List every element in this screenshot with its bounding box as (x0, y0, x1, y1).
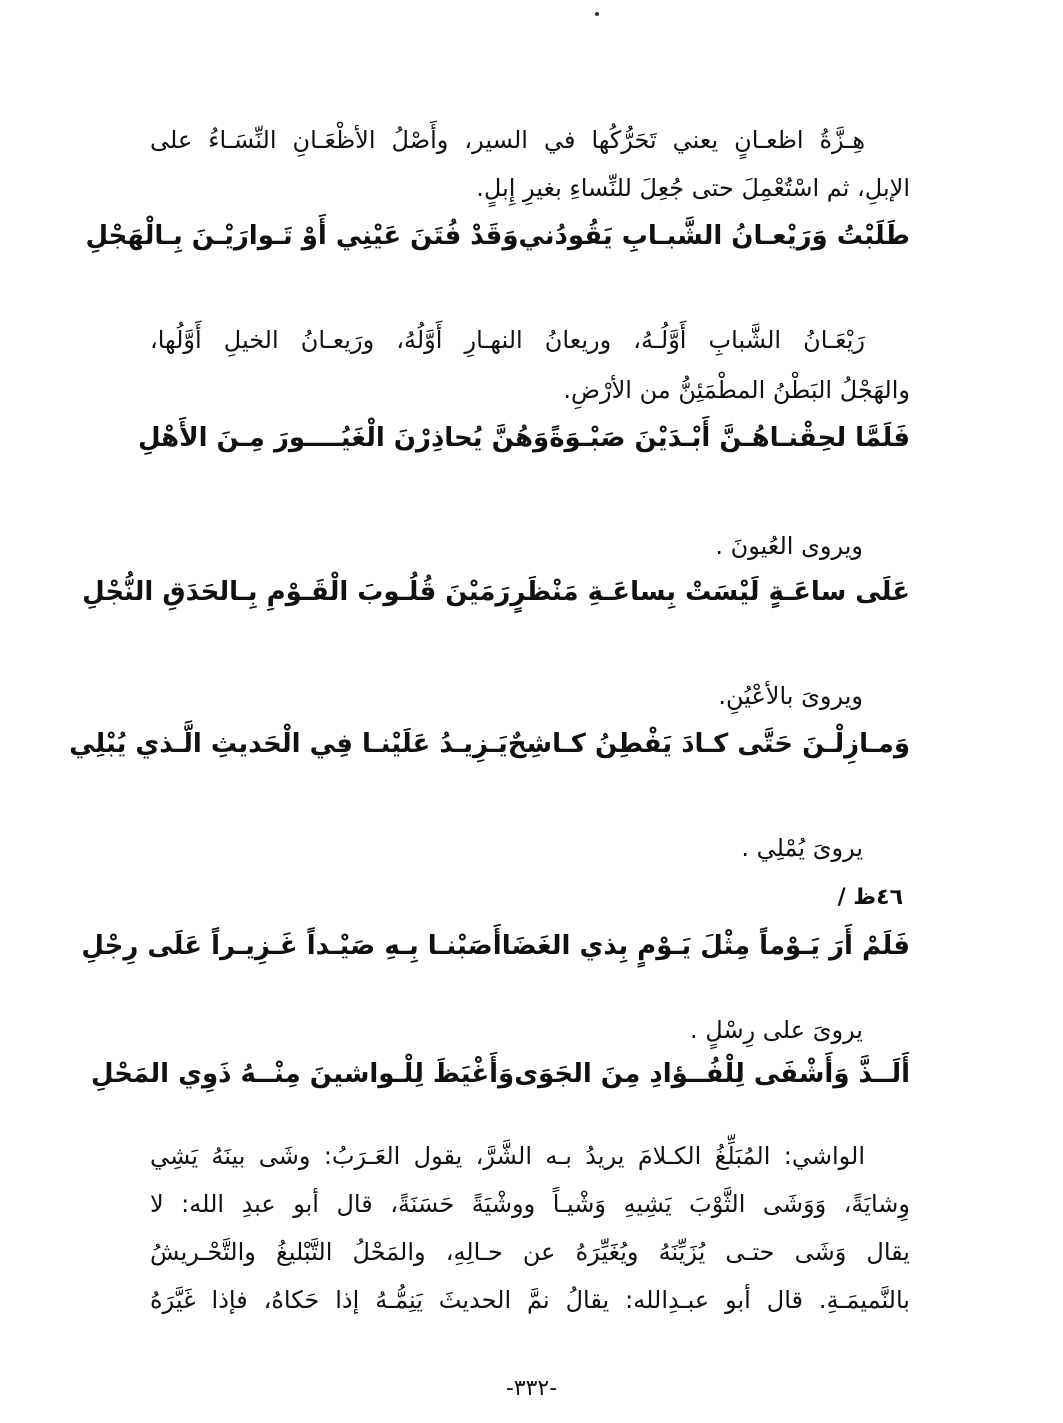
verse-line (81, 924, 910, 968)
paragraph-line: والهَجْلُ البَطْنُ المطْمَئِنُّ من الأرْضِ. (563, 376, 910, 404)
verse-line (82, 570, 910, 614)
folio-marker: ٤٦ظ / (837, 885, 903, 910)
paragraph-line: هِـزَّةُ اظعـانٍ يعني تَحَرُّكُها في السير، وأَصْلُ الأظْعَـانِ النِّسَـاءُ على (150, 126, 865, 154)
verse-line (85, 214, 910, 258)
verse-first-hemistich: فَلَمَّا لحِقْنـاهُـنَّ أَبْـدَيْنَ صَبْـوَةً (549, 423, 910, 453)
verse-line (91, 1052, 910, 1096)
paragraph-line: رَيْعَـانُ الشَّبابِ أَوَّلُـهُ، وريعانُ النهـارِ أَوَّلُهُ، ورَيعـانُ الخيلِ أَوَّلُها، (150, 326, 865, 354)
verse-second-hemistich: وَهُنَّ يُحاذِرْنَ الْغَيُــــورَ مِـنَ الأَهْلِ (137, 423, 550, 453)
paragraph-line: الواشي: المُبَلِّغُ الكـلامَ يريدُ بـه الشَّرَّ، يقول العَـرَبُ: وشَى بينَهُ يَشِي (150, 1142, 865, 1170)
paragraph-line: الإبلِ، ثم اسْتُعْمِلَ حتى جُعِلَ للنِّساءِ بغيرِ إِبلٍ. (476, 174, 910, 202)
scan-mark (595, 12, 599, 16)
variant-note: ويروىَ بالأعْيُنِ. (718, 682, 863, 710)
variant-note: ويروى العُيونَ . (715, 532, 863, 560)
verse-second-hemistich: وَقَدْ فُتَنَ عَيْنِي أَوْ تَـوارَيْـنَ بِـالْهَجْلِ (85, 221, 519, 251)
verse-second-hemistich: يَـزِيـدُ عَلَيْنـا فِي الْحَديثِ الَّـذي يُبْلِي (69, 729, 508, 759)
page-number: -٣٣٢- (505, 1376, 558, 1401)
paragraph-line: يقال وَشَى حتـى يُزَيِّنَهُ ويُغَيِّرَهُ عن حـالِهِ، والمَحْلُ التَّبْليغُ والتَّحْـريشُ (150, 1238, 910, 1266)
variant-note: يروىَ يُمْلِي . (741, 834, 863, 862)
verse-first-hemistich: عَلَى ساعَـةٍ لَيْسَتْ بِساعَـةِ مَنْظَرٍ (510, 577, 910, 607)
paragraph-line: بالنَّميمَـةِ. قال أبو عبـدِالله: يقالُ نمَّ الحديثَ يَنِمُّـهُ إذا حَكاهُ، فإذا غَيَّرَهُ (150, 1286, 910, 1314)
verse-line (137, 416, 910, 460)
verse-first-hemistich: طَلَبْتُ وَرَيْعـانُ الشَّبـابِ يَقُودُني (518, 221, 910, 251)
paragraph-line: وِشايَةً، وَوَشَى الثَّوْبَ يَشِيهِ وَشْيـاً ووشْيَةً حَسَنَةً، قال أبو عبدِ الله: لا (150, 1190, 910, 1218)
verse-first-hemistich: وَمـازِلْـنَ حَتَّى كـادَ يَفْطِنُ كـاشِحٌ (507, 729, 910, 759)
verse-line (69, 722, 910, 766)
verse-second-hemistich: رَمَيْنَ قُلُـوبَ الْقَـوْمِ بِـالحَدَقِ النُّجْلِ (82, 577, 511, 607)
verse-first-hemistich: فَلَمْ أَرَ يَـوْماً مِثْلَ يَـوْمٍ بِذي الغَضَا (501, 931, 910, 961)
variant-note: يروىَ على رِسْلٍ . (690, 1016, 863, 1044)
verse-second-hemistich: أَصَبْنـا بِـهِ صَيْـداً غَـزِيـراً عَلَى رِجْلِ (81, 931, 502, 961)
verse-first-hemistich: أَلَــذَّ وَأَشْفَى لِلْفُــؤادِ مِنَ الجَوَى (514, 1059, 910, 1089)
verse-second-hemistich: وَأَغْيَظَ لِلْـواشينَ مِنْــهُ ذَوِي المَحْلِ (91, 1059, 515, 1089)
